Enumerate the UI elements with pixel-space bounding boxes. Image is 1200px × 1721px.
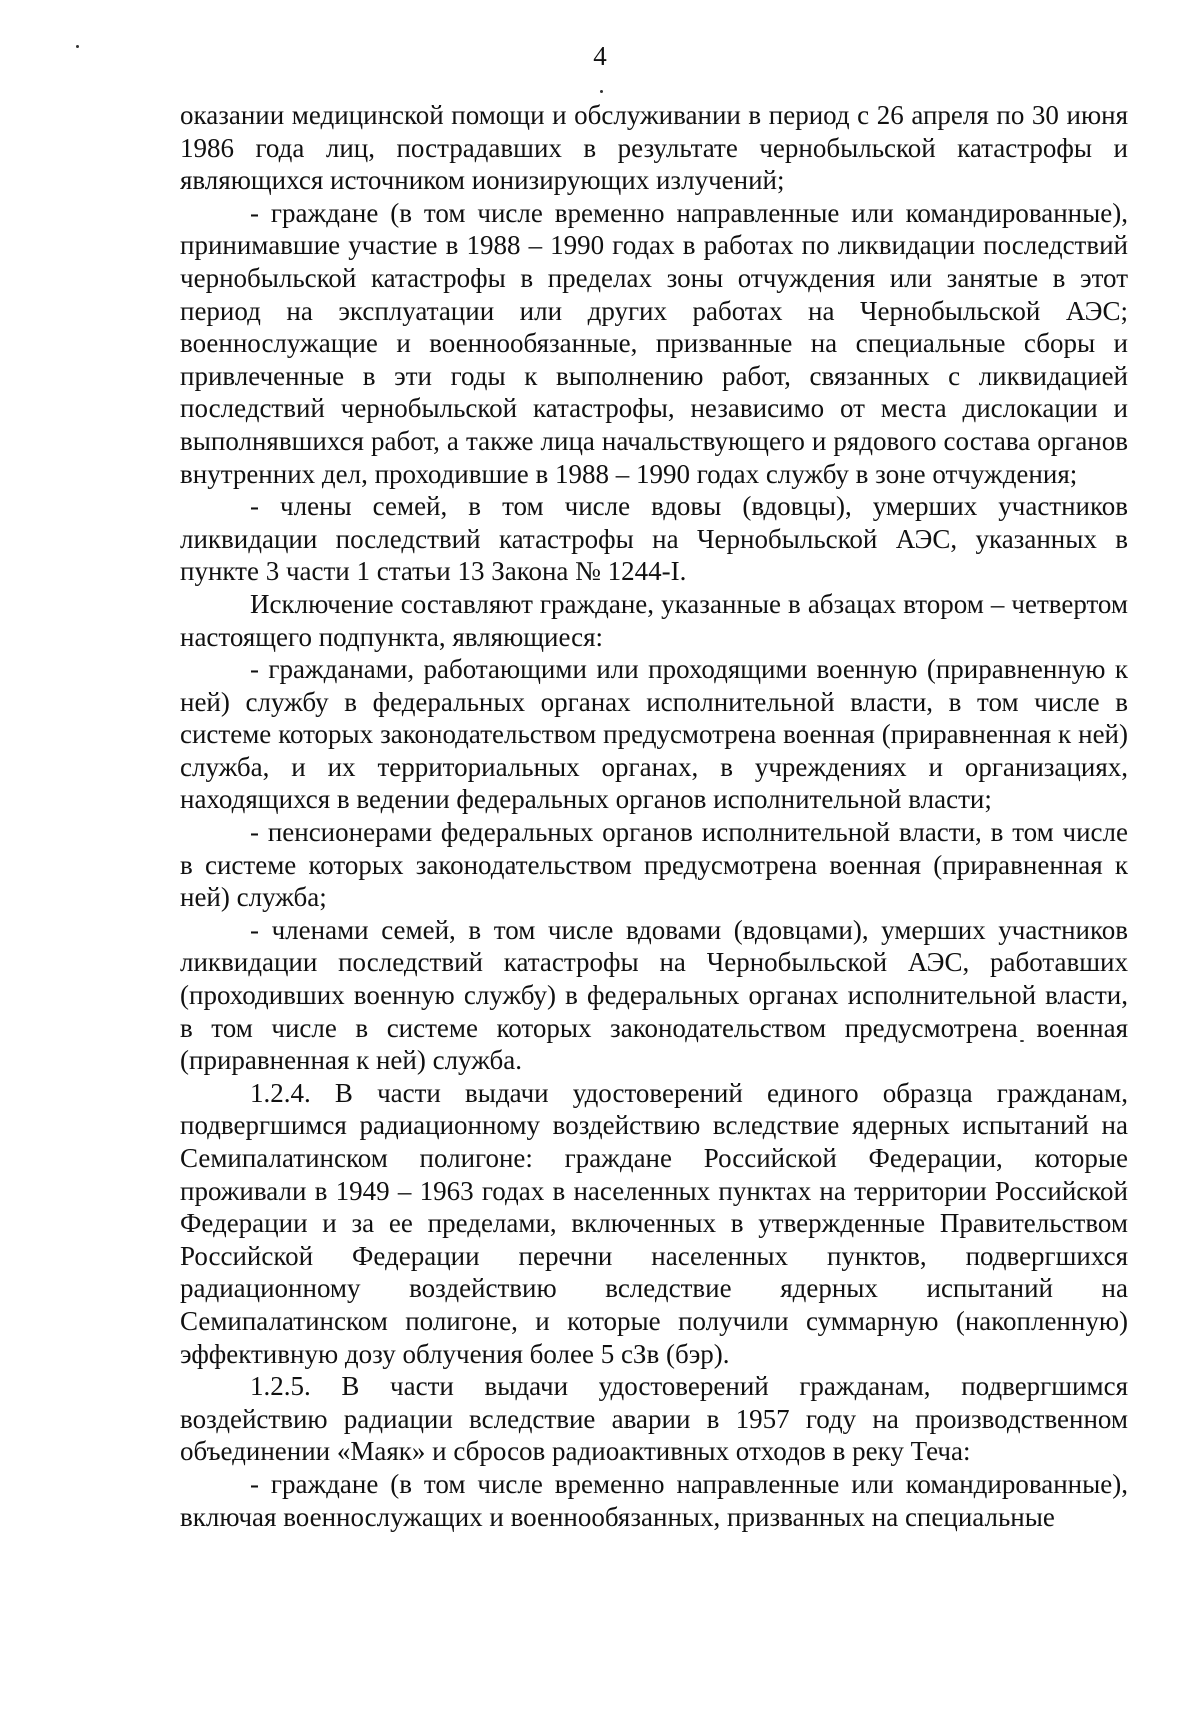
- scan-speck: [76, 45, 79, 48]
- scan-speck: [600, 90, 603, 93]
- paragraph-section-1-2-4: 1.2.4. В части выдачи удостоверений единого образца гражданам, подвергшимся радиационному воздействию вследствие ядерных испытаний на Семипалатинском полигоне: граждане Российской Федерации, которые проживали в 1949 – 1963 годах в населенных пунктах на территории Российской Федерации и за ее пределами, включенных в утвержденные Правительством Российской Федерации перечни населенных пунктов, подвергшихся радиационному воздействию вследствие ядерных испытаний на Семипалатинском полигоне, и которые получили суммарную (накопленную) эффективную дозу облучения более 5 сЗв (бэр).: [180, 1077, 1128, 1369]
- document-body: [180, 99, 1128, 1533]
- paragraph-list-item: - членами семей, в том числе вдовами (вдовцами), умерших участников ликвидации последствий катастрофы на Чернобыльской АЭС, работавших (проходивших военную службу) в федеральных органах исполнительной власти, в том числе в системе которых законодательством предусмотрена военная (приравненная к ней) служба.: [180, 914, 1128, 1076]
- paragraph-exception: Исключение составляют граждане, указанные в абзацах втором – четвертом настоящего подпункта, являющиеся:: [180, 588, 1128, 652]
- paragraph-continuation: оказании медицинской помощи и обслуживании в период с 26 апреля по 30 июня 1986 года лиц, пострадавших в результате чернобыльской катастрофы и являющихся источником ионизирующих излучений;: [180, 100, 1128, 196]
- paragraph-list-item: - граждане (в том числе временно направленные или командированные), включая военнослужащих и военнообязанных, призванных на специальные: [180, 1468, 1128, 1532]
- paragraph-list-item: - пенсионерами федеральных органов исполнительной власти, в том числе в системе которых законодательством предусмотрена военная (приравненная к ней) служба;: [180, 817, 1128, 913]
- paragraph-list-item: - гражданами, работающими или проходящими военную (приравненную к ней) службу в федеральных органах исполнительной власти, в том числе в системе которых законодательством предусмотрена военная (приравненная к ней) служба, и их территориальных органах, в учреждениях и организациях, находящихся в ведении федеральных органов исполнительной власти;: [180, 654, 1128, 815]
- page-number: 4: [593, 41, 607, 71]
- paragraph-list-item: - члены семей, в том числе вдовы (вдовцы), умерших участников ликвидации последствий катастрофы на Чернобыльской АЭС, указанных в пункте 3 части 1 статьи 13 Закона № 1244-I.: [180, 491, 1128, 587]
- paragraph-section-1-2-5: 1.2.5. В части выдачи удостоверений гражданам, подвергшимся воздействию радиации вследствие аварии в 1957 году на производственном объединении «Маяк» и сбросов радиоактивных отходов в реку Теча:: [180, 1371, 1128, 1467]
- paragraph-list-item: - граждане (в том числе временно направленные или командированные), принимавшие участие в 1988 – 1990 годах в работах по ликвидации последствий чернобыльской катастрофы в пределах зоны отчуждения или занятые в этот период на эксплуатации или других работах на Чернобыльской АЭС; военнослужащие и военнообязанные, призванные на специальные сборы и привлеченные в эти годы к выполнению работ, связанных с ликвидацией последствий чернобыльской катастрофы, независимо от места дислокации и выполнявшихся работ, а также лица начальствующего и рядового состава органов внутренних дел, проходившие в 1988 – 1990 годах службу в зоне отчуждения;: [180, 197, 1128, 489]
